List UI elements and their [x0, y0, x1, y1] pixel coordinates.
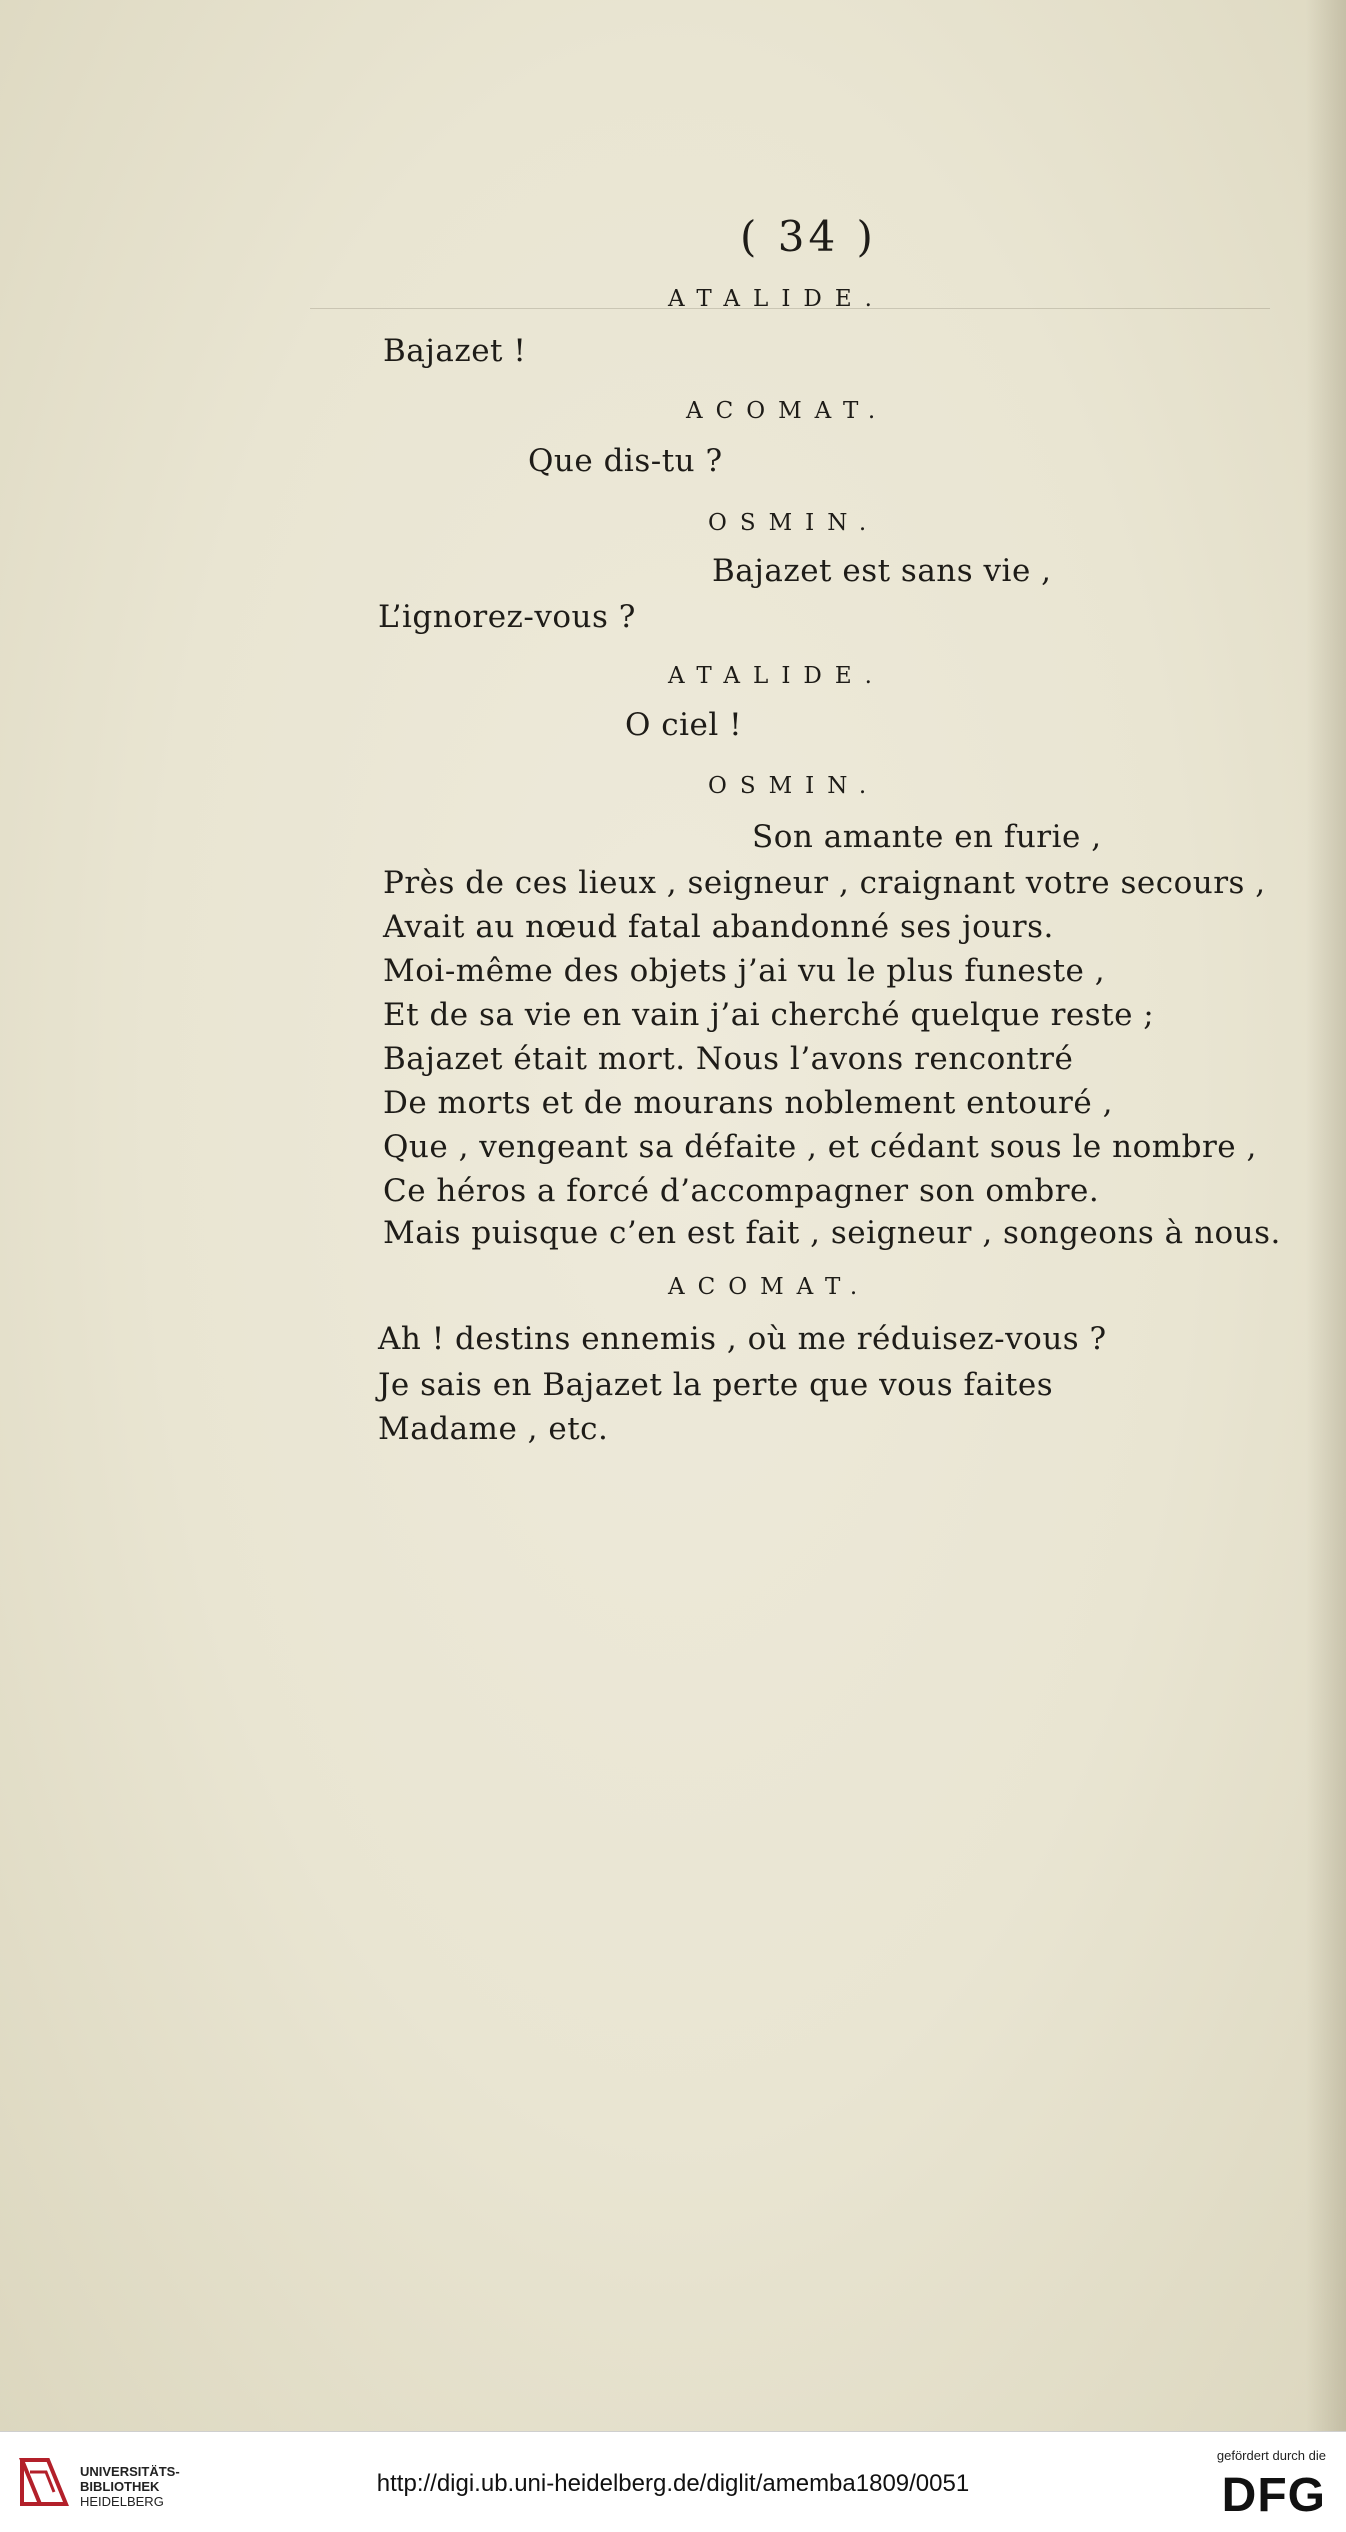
verse-line: Son amante en furie ,: [752, 819, 1102, 855]
verse-line: O ciel !: [625, 707, 743, 743]
verse-line: Madame , etc.: [378, 1411, 609, 1447]
verse-line: Bajazet est sans vie ,: [712, 553, 1052, 589]
speaker-name: ATALIDE.: [668, 663, 885, 689]
verse-line: Je sais en Bajazet la perte que vous faites: [378, 1367, 1054, 1403]
verse-line: Avait au nœud fatal abandonné ses jours.: [383, 909, 1054, 945]
verse-line: Et de sa vie en vain j’ai cherché quelque reste ;: [383, 997, 1155, 1033]
verse-line: Que , vengeant sa défaite , et cédant sous le nombre ,: [383, 1129, 1257, 1165]
verse-line: Ce héros a forcé d’accompagner son ombre.: [383, 1173, 1100, 1209]
library-name-line: HEIDELBERG: [80, 2494, 164, 2509]
verse-line: Moi-même des objets j’ai vu le plus funeste ,: [383, 953, 1106, 989]
speaker-name: ATALIDE.: [668, 286, 885, 312]
verse-line: Bajazet !: [383, 333, 527, 369]
speaker-name: ACOMAT.: [686, 398, 889, 424]
verse-line: De morts et de mourans noblement entouré ,: [383, 1085, 1113, 1121]
verse-line: Ah ! destins ennemis , où me réduisez-vous ?: [378, 1321, 1107, 1357]
speaker-name: ACOMAT.: [668, 1274, 871, 1300]
speaker-name: OSMIN.: [708, 510, 880, 536]
funding-caption: gefördert durch die: [1216, 2448, 1326, 2463]
permalink-url[interactable]: http://digi.ub.uni-heidelberg.de/diglit/amemba1809/0051: [376, 2470, 970, 2497]
verse-line: Près de ces lieux , seigneur , craignant votre secours ,: [383, 865, 1266, 901]
verse-line: Bajazet était mort. Nous l’avons rencontré: [383, 1041, 1074, 1077]
library-name-line: UNIVERSITÄTS-: [80, 2464, 180, 2479]
verse-line: Que dis-tu ?: [528, 443, 723, 479]
verse-line: Mais puisque c’en est fait , seigneur , songeons à nous.: [383, 1215, 1281, 1251]
viewer-footer: [0, 2431, 1346, 2532]
dfg-logo: DFG: [1221, 2469, 1326, 2522]
verse-line: L’ignorez-vous ?: [378, 599, 636, 635]
speaker-name: OSMIN.: [708, 773, 880, 799]
library-name-line: BIBLIOTHEK: [80, 2479, 160, 2494]
page-number: ( 34 ): [740, 212, 877, 261]
